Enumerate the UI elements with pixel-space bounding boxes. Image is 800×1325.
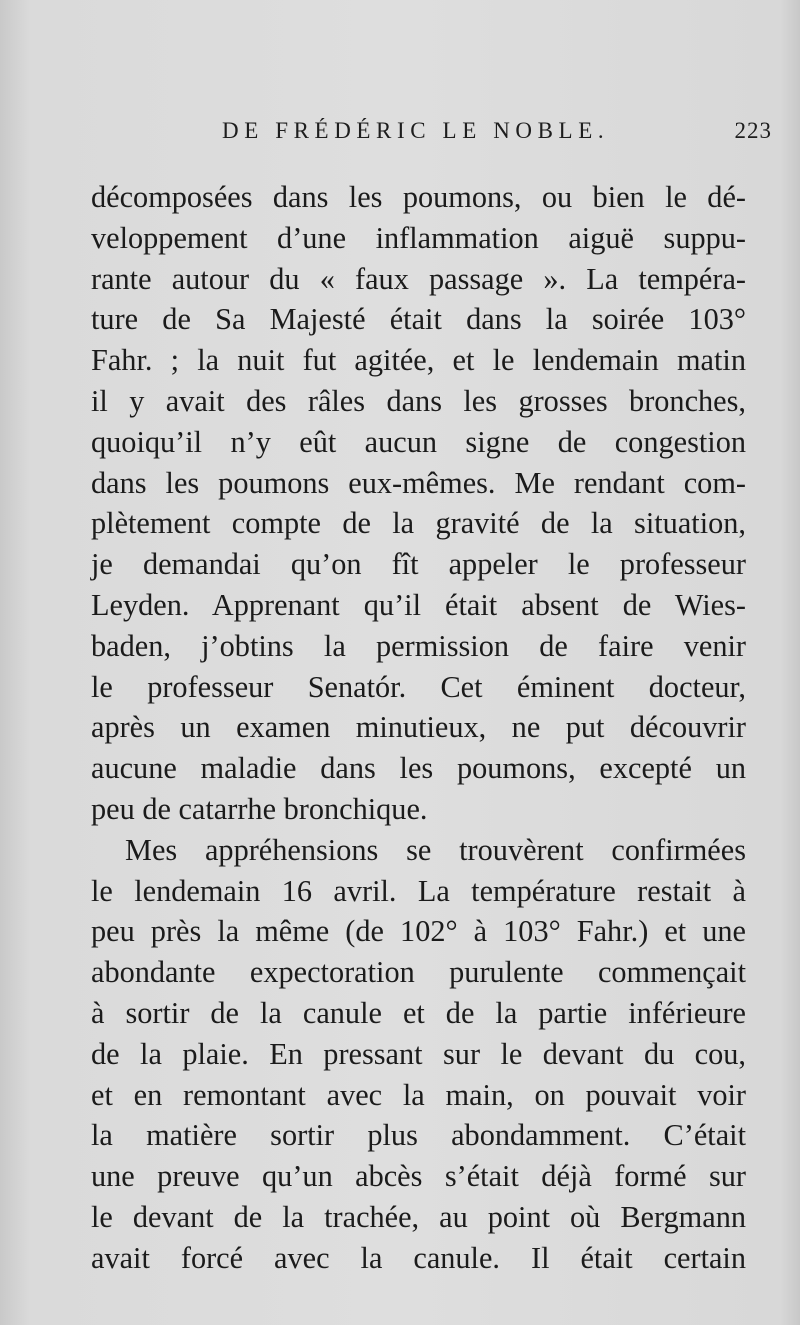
text-line: rante autour du « faux passage ». La tempéra- [91,261,746,296]
text-line: Fahr. ; la nuit fut agitée, et le lendemain matin [91,343,746,378]
text-line: Mes appréhensions se trouvèrent confirmées [125,832,746,867]
text-line: je demandai qu’on fît appeler le professeur [91,547,746,582]
text-line: abondante expectoration purulente commençait [91,955,746,990]
text-line: baden, j’obtins la permission de faire venir [91,628,746,663]
text-line: quoiqu’il n’y eût aucun signe de congestion [91,424,746,459]
text-line: il y avait des râles dans les grosses bronches, [91,383,746,418]
page-number: 223 [734,118,772,143]
text-line: le devant de la trachée, au point où Bergmann [91,1199,746,1234]
text-line: la matière sortir plus abondamment. C’était [91,1118,746,1153]
text-line: et en remontant avec la main, on pouvait voir [91,1077,746,1112]
text-line: peu de catarrhe bronchique. [91,791,428,826]
text-line: le lendemain 16 avril. La température restait à [91,873,746,908]
text-line: dans les poumons eux-mêmes. Me rendant com- [91,465,746,500]
text-line: le professeur Senatór. Cet éminent docteur, [91,669,746,704]
text-line: de la plaie. En pressant sur le devant du cou, [91,1036,746,1071]
text-line: avait forcé avec la canule. Il était certain [91,1240,746,1275]
text-line: décomposées dans les poumons, ou bien le dé- [91,180,746,214]
running-title: DE FRÉDÉRIC LE NOBLE. [222,118,610,143]
text-line: une preuve qu’un abcès s’était déjà formé sur [91,1159,746,1194]
paragraph-2 [91,830,746,1279]
paragraph-1 [91,177,746,830]
text-line: Leyden. Apprenant qu’il était absent de Wies- [91,587,746,622]
text-line: peu près la même (de 102° à 103° Fahr.) et une [91,914,746,949]
text-line: après un examen minutieux, ne put découvrir [91,710,746,745]
text-line: aucune maladie dans les poumons, excepté un [91,751,746,786]
text-line: veloppement d’une inflammation aiguë suppu- [91,220,746,255]
text-line: à sortir de la canule et de la partie inférieure [91,995,746,1030]
text-line: ture de Sa Majesté était dans la soirée 103° [91,302,746,337]
page-header [222,118,772,154]
text-line: plètement compte de la gravité de la situation, [91,506,746,541]
body-text [91,177,746,1279]
